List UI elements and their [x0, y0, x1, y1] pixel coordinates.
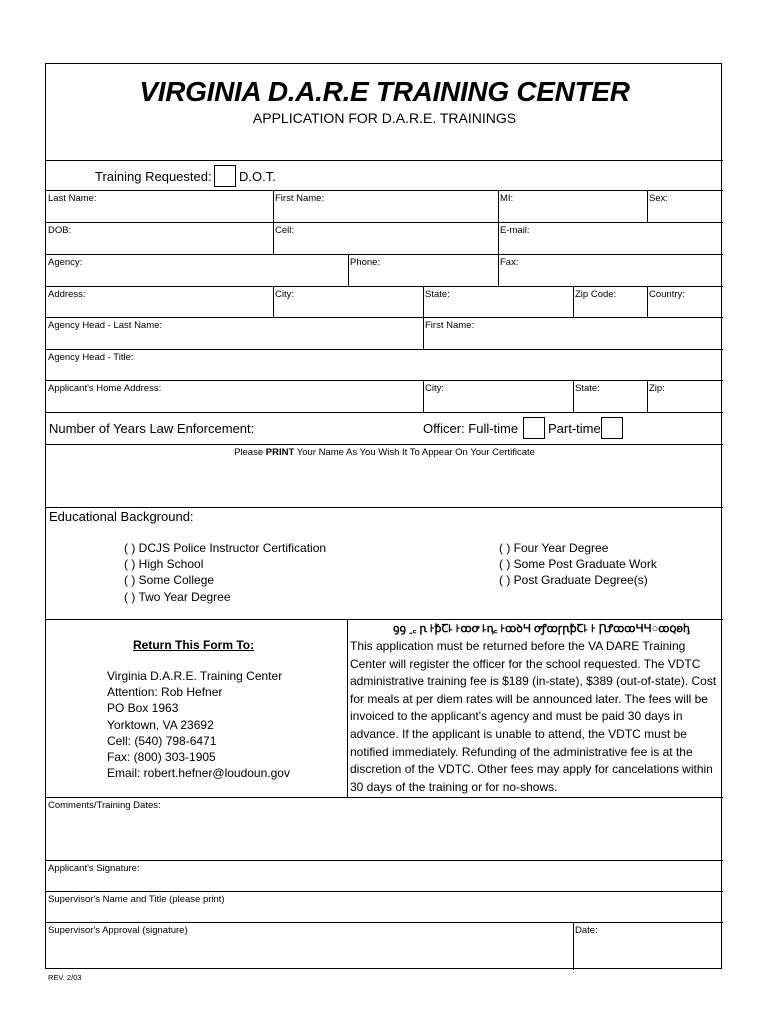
certificate-instruction-print: PRINT	[265, 447, 295, 458]
dob-field[interactable]: DOB:	[48, 225, 72, 236]
return-address	[107, 668, 290, 781]
certificate-name-field[interactable]	[46, 447, 723, 458]
divider	[46, 922, 723, 923]
home-zip-field[interactable]: Zip:	[649, 383, 665, 394]
state-field[interactable]: State:	[425, 289, 450, 300]
country-field[interactable]: Country:	[649, 289, 685, 300]
divider	[46, 619, 723, 620]
mi-field[interactable]: MI:	[500, 193, 514, 204]
divider	[46, 286, 723, 287]
divider	[46, 412, 723, 413]
education-label: Educational Background:	[49, 509, 194, 524]
divider	[46, 797, 723, 798]
agency-field[interactable]: Agency:	[48, 257, 83, 268]
supervisor-approval-field[interactable]: Supervisor's Approval (signature)	[48, 925, 188, 936]
education-option[interactable]: ( ) Some Post Graduate Work	[499, 557, 657, 572]
first-name-field[interactable]: First Name:	[275, 193, 325, 204]
education-option[interactable]: ( ) Two Year Degree	[124, 589, 231, 604]
agency-head-last-name-field[interactable]: Agency Head - Last Name:	[48, 320, 163, 331]
cell-field[interactable]: Cell:	[275, 225, 295, 236]
form-subtitle: APPLICATION FOR D.A.R.E. TRAININGS	[252, 110, 517, 126]
education-options-left	[124, 540, 326, 605]
return-heading: Return This Form To:	[133, 638, 255, 652]
dot-checkbox[interactable]	[214, 165, 236, 187]
policy-garbled-heading: ꝯꝯ ꞈ꜀ ꞃ ꜔ꝥꞆ꜕ ꜔ꝏꝍ ꜕ꞑ꜀ ꜔ꝏꝺꞍ ꝍꝭꝏꞅꞃꝥꞆ꜕ ꜔ ꞂꝬꝏꝏꞍꞍ○ꝏꞯꞝꞕ	[393, 623, 690, 635]
zip-code-field[interactable]: Zip Code:	[575, 289, 617, 300]
form-title: VIRGINIA D.A.R.E TRAINING CENTER	[139, 76, 630, 107]
address-field[interactable]: Address:	[48, 289, 86, 300]
officer-fulltime-label: Officer: Full-time	[423, 421, 519, 436]
return-address-line: Email: robert.hefner@loudoun.gov	[107, 766, 290, 781]
divider	[46, 891, 723, 892]
parttime-label: Part-time	[548, 421, 601, 436]
agency-head-title-field[interactable]: Agency Head - Title:	[48, 352, 134, 363]
divider	[46, 349, 723, 350]
divider	[46, 317, 723, 318]
fax-field[interactable]: Fax:	[500, 257, 519, 268]
date-field[interactable]: Date:	[575, 925, 598, 936]
home-state-field[interactable]: State:	[575, 383, 600, 394]
certificate-instruction-prefix: Please	[234, 447, 266, 458]
revision-label: REV. 2/03	[48, 973, 82, 982]
return-address-line: PO Box 1963	[107, 701, 179, 716]
divider	[46, 860, 723, 861]
education-option[interactable]: ( ) Post Graduate Degree(s)	[499, 573, 648, 588]
email-field[interactable]: E-mail:	[500, 225, 530, 236]
divider	[46, 254, 723, 255]
return-address-line: Fax: (800) 303-1905	[107, 750, 216, 765]
education-options-right	[499, 540, 657, 589]
divider	[46, 190, 723, 191]
return-address-line: Attention: Rob Hefner	[107, 685, 223, 700]
divider	[46, 444, 723, 445]
return-address-line: Virginia D.A.R.E. Training Center	[107, 669, 283, 683]
agency-head-first-name-field[interactable]: First Name:	[425, 320, 475, 331]
city-field[interactable]: City:	[275, 289, 294, 300]
divider	[46, 380, 723, 381]
fulltime-checkbox[interactable]	[523, 417, 545, 439]
divider	[46, 222, 723, 223]
last-name-field[interactable]: Last Name:	[48, 193, 97, 204]
return-address-line: Yorktown, VA 23692	[107, 717, 214, 732]
phone-field[interactable]: Phone:	[350, 257, 381, 268]
home-city-field[interactable]: City:	[425, 383, 444, 394]
sex-field[interactable]: Sex:	[649, 193, 669, 204]
education-option[interactable]: ( ) Some College	[124, 573, 215, 588]
education-option[interactable]: ( ) DCJS Police Instructor Certification	[124, 541, 327, 555]
divider	[46, 160, 723, 161]
applicant-signature-field[interactable]: Applicant's Signature:	[48, 863, 140, 874]
home-address-field[interactable]: Applicant's Home Address:	[48, 383, 162, 394]
return-address-line: Cell: (540) 798-6471	[107, 733, 217, 748]
education-option[interactable]: ( ) Four Year Degree	[499, 541, 609, 555]
education-option[interactable]: ( ) High School	[124, 557, 204, 572]
training-requested-label: Training Requested:	[95, 169, 212, 184]
divider	[46, 507, 723, 508]
comments-field[interactable]: Comments/Training Dates:	[48, 800, 161, 811]
years-law-enforcement-label[interactable]: Number of Years Law Enforcement:	[49, 421, 255, 436]
certificate-instruction-suffix: Your Name As You Wish It To Appear On Your Certificate	[294, 447, 535, 458]
supervisor-name-field[interactable]: Supervisor's Name and Title (please print)	[48, 894, 225, 905]
dot-option-label: D.O.T.	[239, 169, 276, 184]
application-form	[45, 63, 722, 969]
parttime-checkbox[interactable]	[601, 417, 623, 439]
policy-text: This application must be returned before the VA DARE Training Center will register the officer for the school requested. The VDTC administrative training fee is $189 (in-state), $389 (out-of-state). Cost for meals at per diem rates will be announced later. The fees will be invoiced to the applicant's agency and must be paid 30 days in advance. If the applicant is unable to attend, the VDTC must be notified immediately. Refunding of the administrative fee is at the discretion of the VDTC. Other fees may apply for cancelations within 30 days of the training or for no-shows.	[350, 639, 717, 794]
